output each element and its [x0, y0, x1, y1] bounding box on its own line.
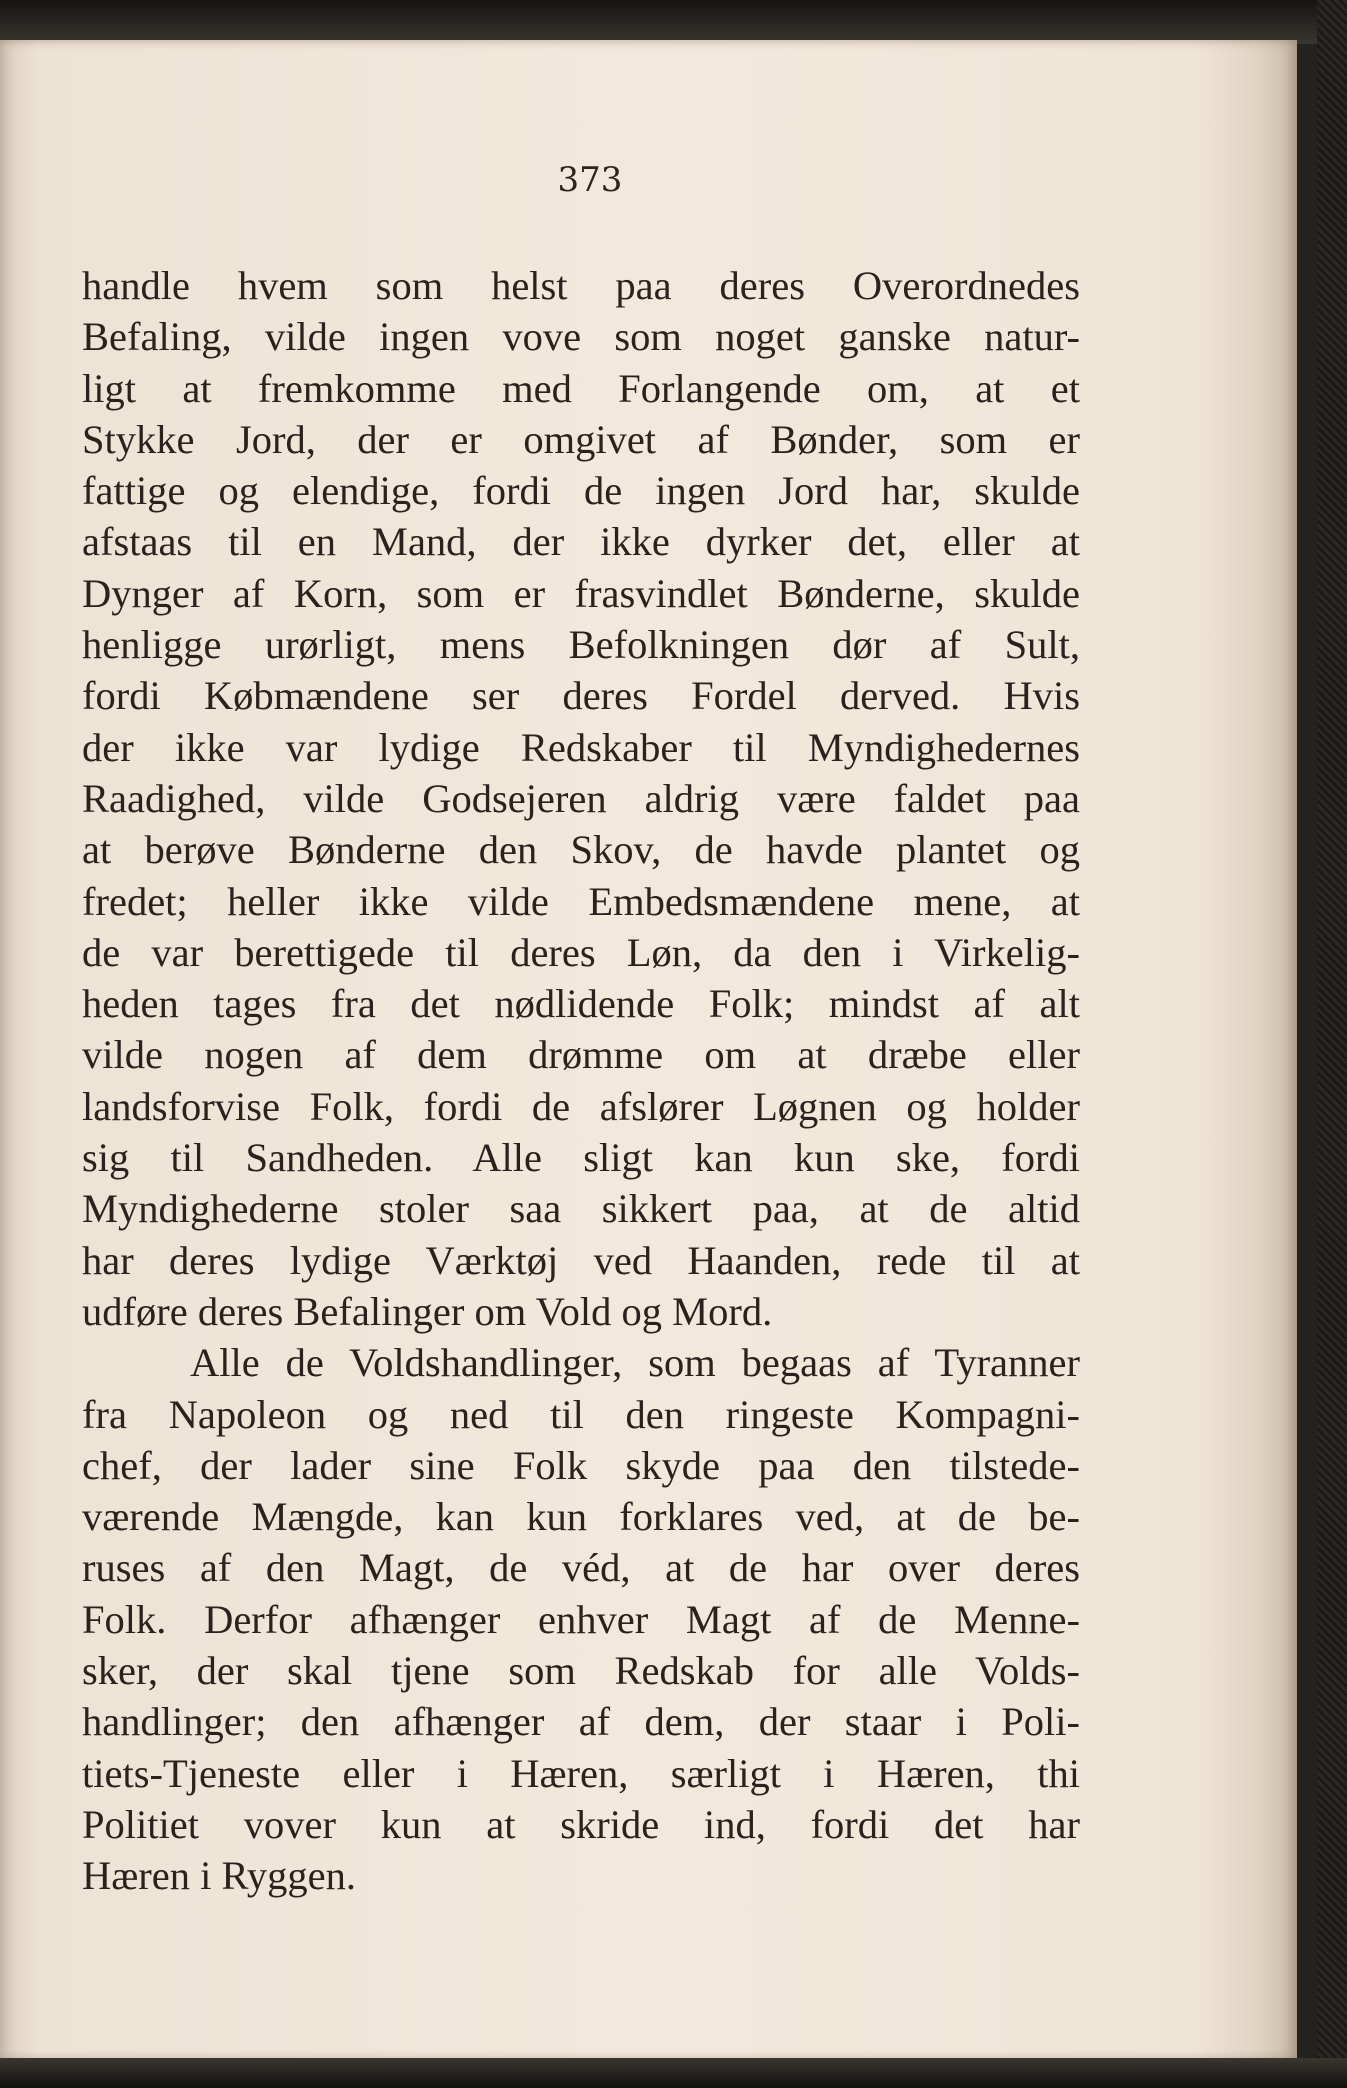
book-cover-edge	[1317, 0, 1347, 2088]
text-line: fredet; heller ikke vilde Embedsmændene mene, at	[82, 878, 1080, 924]
text-line: ligt at fremkomme med Forlangende om, at et	[82, 365, 1080, 411]
text-line: de var berettigede til deres Løn, da den i Virkelig-	[82, 929, 1080, 975]
text-line: sig til Sandheden. Alle sligt kan kun ske, fordi	[82, 1135, 1080, 1181]
text-line: afstaas til en Mand, der ikke dyrker det, eller at	[82, 519, 1080, 565]
text-line: Folk. Derfor afhænger enhver Magt af de Menne-	[82, 1596, 1080, 1642]
text-line: at berøve Bønderne den Skov, de havde plantet og	[82, 827, 1080, 873]
text-line: tiets-Tjeneste eller i Hæren, særligt i Hæren, thi	[82, 1750, 1080, 1796]
text-line: vilde nogen af dem drømme om at dræbe eller	[82, 1032, 1080, 1078]
text-line: henligge urørligt, mens Befolkningen dør af Sult,	[82, 622, 1080, 668]
book-binding-bottom	[0, 2058, 1347, 2088]
text-line: har deres lydige Værktøj ved Haanden, rede til at	[82, 1237, 1080, 1283]
text-line: fattige og elendige, fordi de ingen Jord har, skulde	[82, 468, 1080, 514]
text-line: landsforvise Folk, fordi de afslører Løgnen og holder	[82, 1083, 1080, 1129]
text-line: ruses af den Magt, de véd, at de har over deres	[82, 1545, 1080, 1591]
body-text	[82, 260, 1080, 1902]
text-line: handle hvem som helst paa deres Overordnedes	[82, 263, 1080, 308]
text-line: sker, der skal tjene som Redskab for alle Volds-	[82, 1648, 1080, 1694]
text-line: Stykke Jord, der er omgivet af Bønder, som er	[82, 416, 1080, 462]
text-line: handlinger; den afhænger af dem, der staar i Poli-	[82, 1699, 1080, 1745]
text-line: Befaling, vilde ingen vove som noget ganske natur-	[82, 314, 1080, 360]
text-line: heden tages fra det nødlidende Folk; mindst af alt	[82, 981, 1080, 1027]
text-line: fra Napoleon og ned til den ringeste Kompagni-	[82, 1391, 1080, 1437]
page-number: 373	[557, 160, 623, 200]
text-line: Politiet vover kun at skride ind, fordi det har	[82, 1801, 1080, 1847]
text-line: Alle de Voldshandlinger, som begaas af Tyranner	[190, 1340, 1080, 1386]
text-line: udføre deres Befalinger om Vold og Mord.	[82, 1288, 773, 1334]
text-line: Dynger af Korn, som er frasvindlet Bønderne, skulde	[82, 570, 1080, 616]
book-binding-top	[0, 0, 1347, 44]
text-line: Hæren i Ryggen.	[82, 1853, 356, 1899]
text-line: chef, der lader sine Folk skyde paa den tilstede-	[82, 1442, 1080, 1488]
text-line: fordi Købmændene ser deres Fordel derved. Hvis	[82, 673, 1080, 719]
text-line: Raadighed, vilde Godsejeren aldrig være faldet paa	[82, 775, 1080, 821]
text-line: der ikke var lydige Redskaber til Myndighedernes	[82, 724, 1080, 770]
text-line: værende Mængde, kan kun forklares ved, at de be-	[82, 1494, 1080, 1540]
text-line: Myndighederne stoler saa sikkert paa, at de altid	[82, 1186, 1080, 1232]
